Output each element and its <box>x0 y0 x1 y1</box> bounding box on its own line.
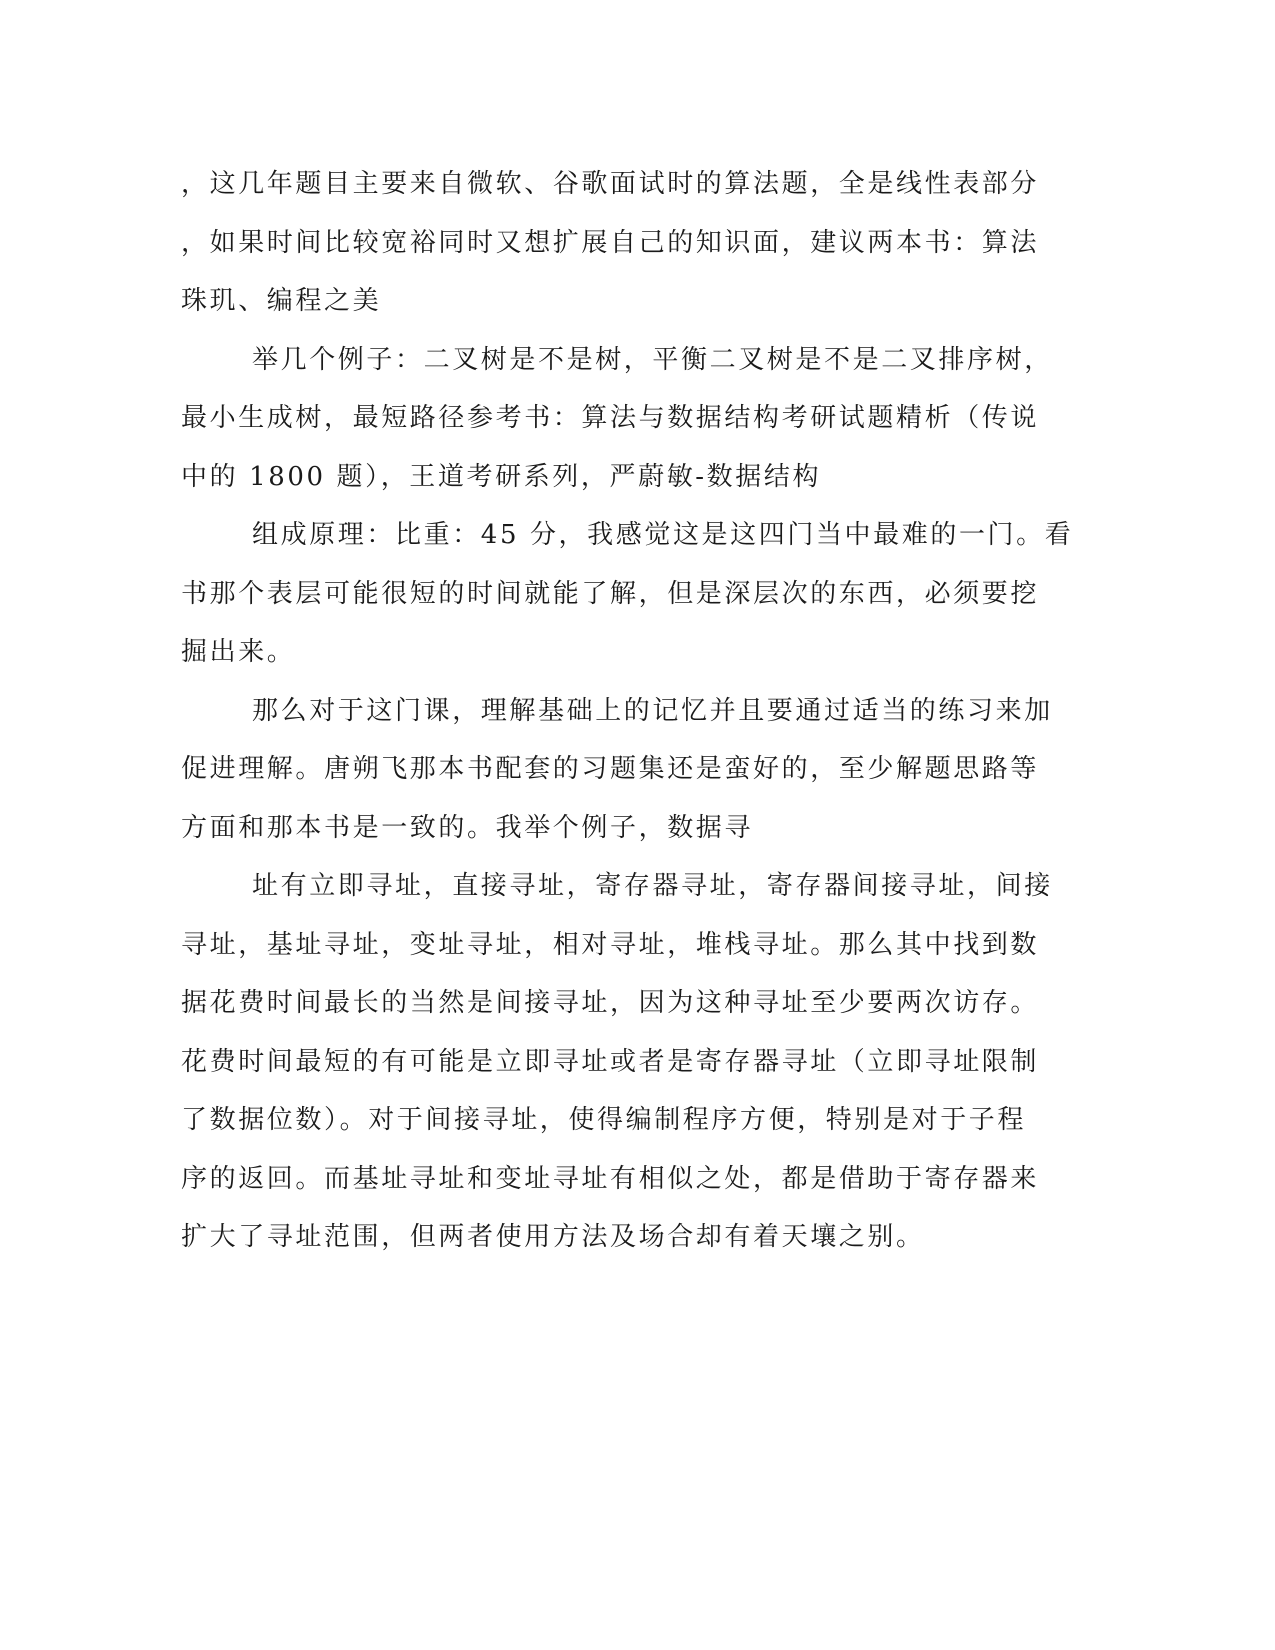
text-line: 据花费时间最长的当然是间接寻址，因为这种寻址至少要两次访存。 <box>181 988 1040 1018</box>
text-line: 中的 1800 题），王道考研系列，严蔚敏-数据结构 <box>181 461 822 492</box>
text-line: 方面和那本书是一致的。我举个例子，数据寻 <box>181 812 754 843</box>
paragraph-first-line: 址有立即寻址，直接寻址，寄存器寻址，寄存器间接寻址，间接 <box>252 871 1053 901</box>
text-line: 掘出来。 <box>181 637 296 667</box>
paragraph-first-line: 举几个例子：二叉树是不是树，平衡二叉树是不是二叉排序树， <box>252 344 1053 375</box>
text-line: 珠玑、编程之美 <box>181 286 382 316</box>
text-line: 促进理解。唐朔飞那本书配套的习题集还是蛮好的，至少解题思路等 <box>181 754 1040 784</box>
text-line: 寻址，基址寻址，变址寻址，相对寻址，堆栈寻址。那么其中找到数 <box>181 929 1040 960</box>
text-line: ，这几年题目主要来自微软、谷歌面试时的算法题，全是线性表部分 <box>181 169 1040 199</box>
text-line: 了数据位数）。对于间接寻址，使得编制程序方便，特别是对于子程 <box>181 1105 1027 1135</box>
text-line: 书那个表层可能很短的时间就能了解，但是深层次的东西，必须要挖 <box>181 578 1040 609</box>
paragraph-first-line: 那么对于这门课，理解基础上的记忆并且要通过适当的练习来加 <box>252 695 1053 726</box>
text-line: 最小生成树，最短路径参考书：算法与数据结构考研试题精析（传说 <box>181 403 1040 433</box>
text-line: 扩大了寻址范围，但两者使用方法及场合却有着天壤之别。 <box>181 1222 925 1252</box>
text-line: 花费时间最短的有可能是立即寻址或者是寄存器寻址（立即寻址限制 <box>181 1046 1040 1077</box>
body-text <box>181 155 1074 1267</box>
text-line: ，如果时间比较宽裕同时又想扩展自己的知识面，建议两本书：算法 <box>181 227 1040 258</box>
text-line: 序的返回。而基址寻址和变址寻址有相似之处，都是借助于寄存器来 <box>181 1163 1040 1194</box>
paragraph-first-line: 组成原理：比重：45 分，我感觉这是这四门当中最难的一门。看 <box>252 520 1074 550</box>
